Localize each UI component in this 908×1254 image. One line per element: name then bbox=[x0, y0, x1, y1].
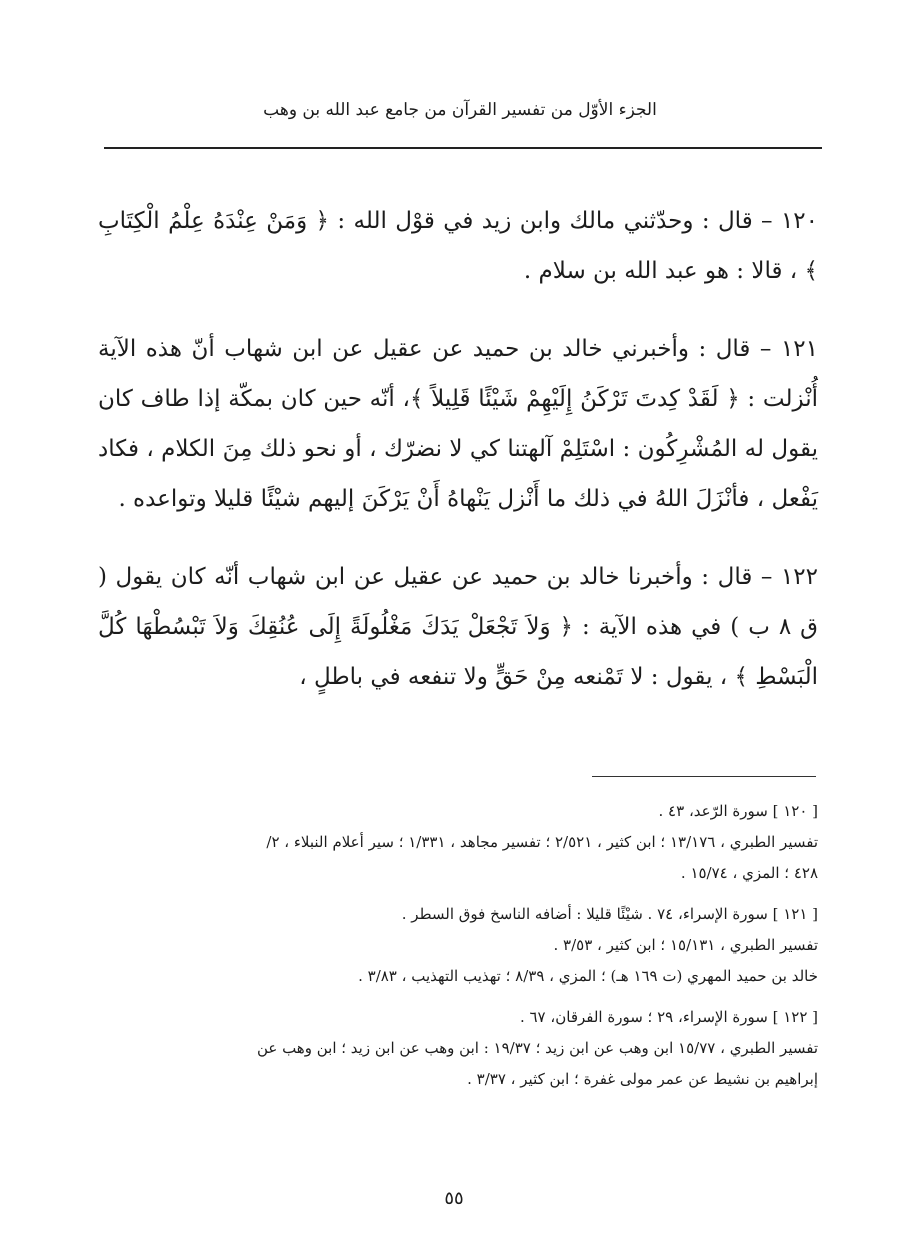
footnote-121 bbox=[98, 899, 818, 992]
paragraph-122: ١٢٢ – قال : وأخبرنا خالد بن حميد عن عقيل عن ابن شهاب أنّه كان يقول ( ق ٨ ب ) في هذه الآية : ﴿ وَلاَ تَجْعَلْ يَدَكَ مَغْلُولَةً إِلَى عُنُقِكَ وَلاَ تَبْسُطْهَا كُلَّ الْبَسْطِ ﴾ ، يقول : لا تَمْنعه مِنْ حَقٍّ ولا تنفعه في باطلٍ ، bbox=[98, 564, 818, 690]
footnote-line: تفسير الطبري ، ١٥/٧٧ ابن وهب عن ابن زيد ؛ ١٩/٣٧ : ابن وهب عن ابن زيد ؛ ابن وهب عن bbox=[256, 1039, 818, 1057]
footnote-line: [ ١٢٠ ] سورة الرّعد، ٤٣ . bbox=[658, 802, 818, 820]
footnote-line: تفسير الطبري ، ١٣/١٧٦ ؛ ابن كثير ، ٢/٥٢١ ؛ تفسير مجاهد ، ١/٣٣١ ؛ سير أعلام النبلاء ، ٢/ bbox=[266, 833, 818, 851]
footnote-122 bbox=[98, 1002, 818, 1095]
footnote-line: خالد بن حميد المهري (ت ١٦٩ هـ) ؛ المزي ، ٨/٣٩ ؛ تهذيب التهذيب ، ٣/٨٣ . bbox=[358, 967, 818, 985]
paragraph-120: ١٢٠ – قال : وحدّثني مالك وابن زيد في قوْل الله : ﴿ وَمَنْ عِنْدَهُ عِلْمُ الْكِتَابِ ﴾ ، قالا : هو عبد الله بن سلام . bbox=[98, 208, 818, 284]
footnote-line: إبراهيم بن نشيط عن عمر مولى غفرة ؛ ابن كثير ، ٣/٣٧ . bbox=[467, 1070, 818, 1088]
footnote-120 bbox=[98, 796, 818, 889]
main-text bbox=[98, 196, 818, 730]
footnote-line: [ ١٢٢ ] سورة الإسراء، ٢٩ ؛ سورة الفرقان، ٦٧ . bbox=[519, 1008, 818, 1026]
running-header: الجزء الأوّل من تفسير القرآن من جامع عبد الله بن وهب bbox=[263, 100, 657, 120]
footnote-line: ٤٢٨ ؛ المزي ، ١٥/٧٤ . bbox=[680, 864, 818, 882]
footnote-line: [ ١٢١ ] سورة الإسراء، ٧٤ . شيْئًا قليلا : أضافه الناسخ فوق السطر . bbox=[401, 905, 818, 923]
header-rule bbox=[104, 147, 822, 149]
page-number: ٥٥ bbox=[444, 1188, 464, 1209]
footnote-rule bbox=[592, 776, 816, 777]
footnotes bbox=[98, 796, 818, 1105]
footnote-line: تفسير الطبري ، ١٥/١٣١ ؛ ابن كثير ، ٣/٥٣ . bbox=[553, 936, 818, 954]
paragraph-121: ١٢١ – قال : وأخبرني خالد بن حميد عن عقيل عن ابن شهاب أنّ هذه الآية أُنْزلت : ﴿ لَقَدْ كِدتَ تَرْكَنُ إِلَيْهِمْ شَيْئًا قَلِيلاً ﴾، أنّه حين كان بمكّة إذا طاف كان يقول له المُشْرِكُون : اسْتَلِمْ آلهتنا كي لا نضرّك ، أو نحو ذلك مِنَ الكلام ، فكاد يَفْعل ، فأنْزَلَ اللهُ في ذلك ما أَنْزل يَنْهاهُ أَنْ يَرْكَنَ إليهم شيْئًا قليلا وتواعده . bbox=[98, 336, 818, 512]
